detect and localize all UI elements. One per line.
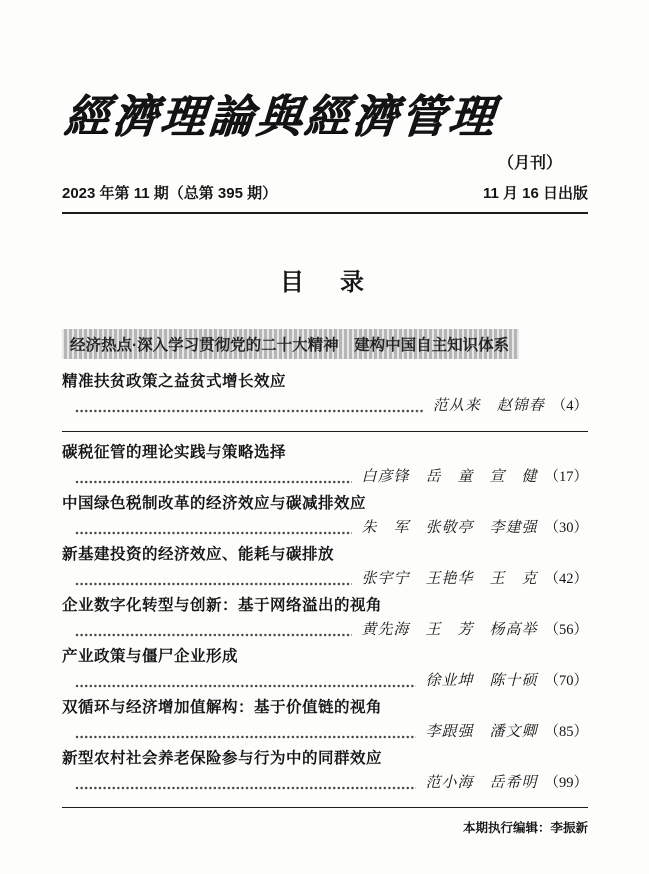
issue-row [62,182,588,203]
article-leader-row [62,518,588,539]
article-title: 产业政策与僵尸企业形成 [62,648,239,665]
article-leader-row [62,569,588,590]
section-banner-row [62,329,588,359]
toc-article-7 [62,748,588,794]
article-leader-row [62,396,588,417]
toc-article-5 [62,646,588,692]
article-page-number: （4） [551,398,588,414]
article-authors: 黄先海 王 芳 杨高举 [361,622,538,638]
leader-dots [75,582,352,586]
issue-info: 2023 年第 11 期（总第 395 期） [62,185,278,202]
article-title: 新型农村社会养老保险参与行为中的同群效应 [62,750,383,767]
article-page-number: （30） [544,520,588,536]
frequency-label: （月刊） [497,155,562,172]
toc-article-6 [62,697,588,743]
article-authors: 白彦锋 岳 童 宣 健 [361,469,538,485]
toc-article-4 [62,595,588,641]
article-title: 精准扶贫政策之益贫式增长效应 [62,373,287,390]
article-page-number: （99） [544,775,588,791]
article-authors: 徐业坤 陈十硕 [425,673,538,689]
toc-article-3 [62,544,588,590]
toc-article-2 [62,493,588,539]
section-banner: 经济热点·深入学习贯彻党的二十大精神 建构中国自主知识体系 [62,329,519,359]
leader-dots [75,786,416,790]
article-leader-row [62,722,588,743]
article-leader-row [62,467,588,488]
article-leader-row [62,773,588,794]
section-divider [62,431,588,432]
article-page-number: （17） [544,469,588,485]
leader-dots [75,633,352,637]
article-page-number: （70） [544,673,588,689]
executive-editor-note: 本期执行编辑：李振新 [462,821,588,835]
article-authors: 李跟强 潘文卿 [425,724,538,740]
article-leader-row [62,620,588,641]
journal-masthead-title: 經濟理論與經濟管理 [62,90,499,143]
leader-dots [75,480,352,484]
footer-divider [62,807,588,808]
article-page-number: （85） [544,724,588,740]
article-title: 中国绿色税制改革的经济效应与碳减排效应 [62,495,367,512]
article-authors: 范从来 赵锦春 [432,398,545,414]
leader-dots [75,735,416,739]
article-page-number: （42） [544,571,588,587]
publish-date: 11 月 16 日出版 [482,185,588,202]
toc-article-1 [62,442,588,488]
article-authors: 朱 军 张敬亭 李建强 [361,520,538,536]
article-leader-row [62,671,588,692]
toc-article-0 [62,371,588,417]
article-title: 新基建投资的经济效应、能耗与碳排放 [62,546,335,563]
toc-heading: 目 录 [280,269,370,296]
article-title: 企业数字化转型与创新：基于网络溢出的视角 [62,597,383,614]
article-authors: 范小海 岳希明 [425,775,538,791]
article-title: 碳税征管的理论实践与策略选择 [62,444,287,461]
leader-dots [75,409,424,413]
article-title: 双循环与经济增加值解构：基于价值链的视角 [62,699,383,716]
article-authors: 张宇宁 王艳华 王 克 [361,571,538,587]
article-page-number: （56） [544,622,588,638]
leader-dots [75,531,352,535]
header-rule [62,212,588,214]
leader-dots [75,684,416,688]
